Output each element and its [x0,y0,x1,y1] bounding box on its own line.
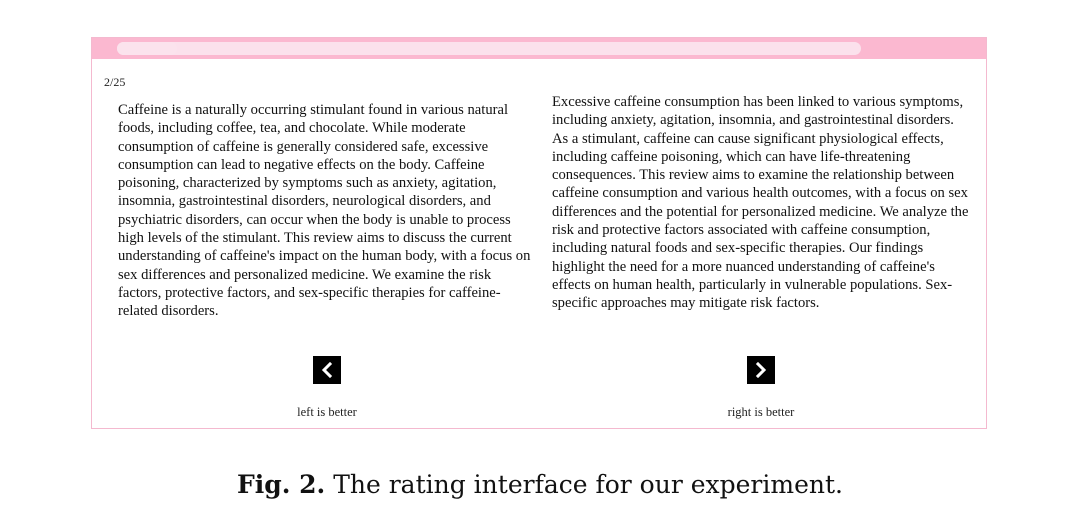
left-is-better-button[interactable] [313,356,341,384]
left-passage: Caffeine is a naturally occurring stimulant found in various natural foods, including coffee, tea, and chocolate. While moderate consumption of caffeine is generally considered safe, excessive consumption can lead to negative effects on the body. Caffeine poisoning, characterized by symptoms such as anxiety, agitation, insomnia, gastrointestinal disorders, neurological disorders, and psychiatric disorders, can occur when the body is unable to process high levels of the stimulant. This review aims to discuss the current understanding of caffeine's impact on the human body, with a focus on sex differences and personalized medicine. We examine the risk factors, protective factors, and sex-specific therapies for caffeine-related disorders. [118,102,531,320]
right-passage: Excessive caffeine consumption has been linked to various symptoms, including anxiety, agitation, insomnia, and gastrointestinal disorders. As a stimulant, caffeine can cause significant physiological effects, including caffeine poisoning, which can have life-threatening consequences. This review aims to examine the relationship between caffeine consumption and various health outcomes, with a focus on sex differences and the potential for personalized medicine. We analyze the risk and protective factors associated with caffeine consumption, including natural foods and sex-specific therapies. Our findings highlight the need for a more nuanced understanding of caffeine's effects on human health, particularly in vulnerable populations. Sex-specific approaches may mitigate risk factors. [552,94,969,312]
progress-bar [117,42,861,55]
rating-interface [91,37,987,429]
right-is-better-label: right is better [727,405,795,419]
figure-caption [0,470,1080,499]
progress-header [92,38,986,59]
figure-caption-label: Fig. 2. [237,470,326,499]
left-is-better-label: left is better [297,405,357,419]
chevron-left-icon [319,362,335,378]
progress-bar-fill [117,42,177,55]
chevron-right-icon [753,362,769,378]
progress-counter: 2/25 [104,75,126,89]
figure-caption-text: The rating interface for our experiment. [333,470,843,499]
right-is-better-button[interactable] [747,356,775,384]
